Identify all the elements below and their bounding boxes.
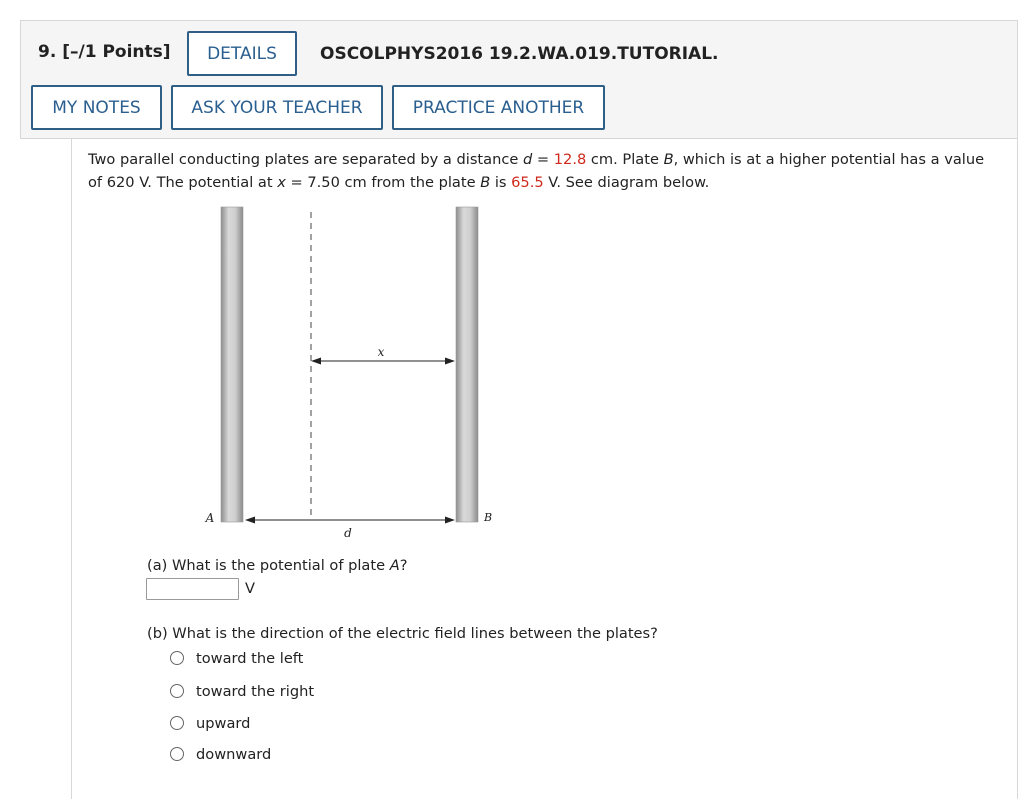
unit-label: V: [245, 580, 255, 597]
problem-statement: [88, 148, 998, 194]
problem-text: = 7.50 cm from the plate: [285, 174, 481, 191]
problem-text: V. See diagram below.: [543, 174, 710, 191]
practice-another-button[interactable]: PRACTICE ANOTHER: [392, 85, 605, 130]
label-a: A: [205, 511, 215, 525]
option-label: downward: [196, 745, 272, 763]
d-arrow-right-head: [445, 517, 455, 524]
potential-value: 65.5: [511, 174, 544, 191]
question-number-points: [38, 42, 171, 62]
radio-button[interactable]: [170, 747, 184, 761]
x-arrow-right-head: [445, 358, 455, 365]
question-number: 9.: [38, 42, 57, 62]
problem-text: , which is at a higher potential has a value of 620 V. The potential at: [88, 151, 985, 191]
problem-text: cm. Plate: [586, 151, 664, 168]
var-b: B: [480, 174, 491, 191]
var-a: A: [389, 557, 400, 574]
plate-a: [221, 207, 243, 522]
option-label: upward: [196, 714, 251, 732]
var-x: x: [277, 174, 286, 191]
plate-b: [456, 207, 478, 522]
problem-text: =: [532, 151, 554, 168]
option-label: toward the right: [196, 682, 315, 700]
part-b-question: (b) What is the direction of the electric field lines between the plates?: [147, 625, 658, 642]
distance-value: 12.8: [553, 151, 587, 168]
radio-button[interactable]: [170, 684, 184, 698]
option-toward-right[interactable]: [170, 681, 314, 701]
label-d: d: [344, 526, 352, 540]
part-a-text: (a) What is the potential of plate: [147, 557, 390, 574]
var-d: d: [522, 151, 533, 168]
part-a-text: ?: [399, 557, 408, 574]
x-arrow-left-head: [311, 358, 321, 365]
var-b: B: [663, 151, 674, 168]
problem-code: OSCOLPHYS2016 19.2.WA.019.TUTORIAL.: [320, 44, 719, 64]
parallel-plates-diagram: [190, 200, 500, 545]
d-arrow-left-head: [245, 517, 255, 524]
option-downward[interactable]: [170, 744, 271, 764]
my-notes-button[interactable]: MY NOTES: [31, 85, 162, 130]
ask-your-teacher-button[interactable]: ASK YOUR TEACHER: [171, 85, 383, 130]
problem-text: is: [490, 174, 512, 191]
radio-button[interactable]: [170, 651, 184, 665]
problem-text: Two parallel conducting plates are separated by a distance: [88, 151, 523, 168]
option-label: toward the left: [196, 649, 304, 667]
label-x: x: [377, 345, 385, 359]
points-label: [–/1 Points]: [62, 42, 171, 62]
details-button[interactable]: DETAILS: [187, 31, 297, 76]
label-b: B: [483, 511, 493, 524]
radio-button[interactable]: [170, 716, 184, 730]
plate-a-potential-input[interactable]: [146, 578, 239, 600]
part-a-question: [147, 557, 407, 574]
option-upward[interactable]: [170, 713, 250, 733]
option-toward-left[interactable]: [170, 648, 303, 668]
